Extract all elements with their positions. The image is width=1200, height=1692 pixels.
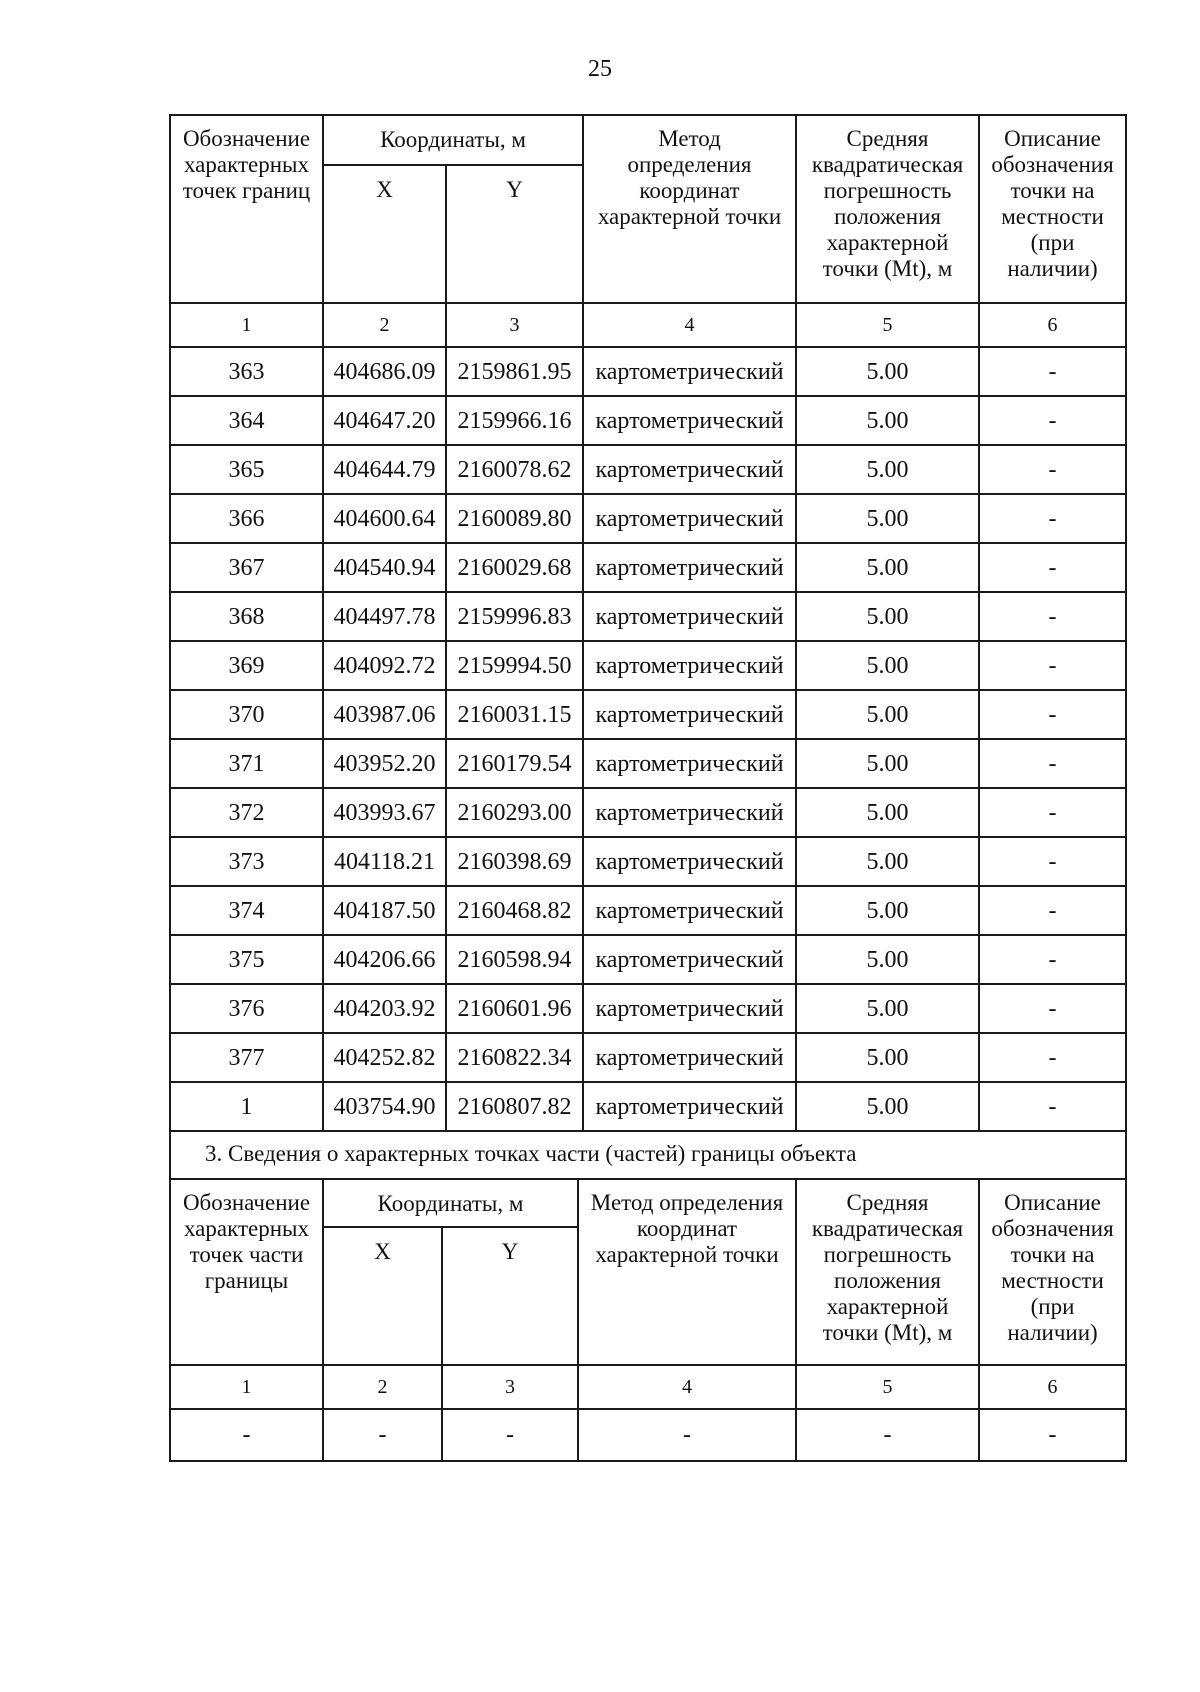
- cell-point: -: [170, 1409, 323, 1461]
- cell-description: -: [979, 592, 1126, 641]
- header-line: погрешность: [823, 178, 952, 203]
- cell-x: 404647.20: [323, 396, 446, 445]
- cell-x: 404187.50: [323, 886, 446, 935]
- header-line: точки на: [1010, 1242, 1095, 1267]
- cell-x: 404644.79: [323, 445, 446, 494]
- cell-y: 2160601.96: [446, 984, 583, 1033]
- column-number: 3: [442, 1365, 578, 1409]
- cell-point: 1: [170, 1082, 323, 1131]
- page-number: 25: [588, 56, 612, 82]
- cell-x: 404118.21: [323, 837, 446, 886]
- cell-method: картометрический: [583, 837, 796, 886]
- boundary-part-points-table: [169, 1130, 1127, 1462]
- cell-error: 5.00: [796, 837, 979, 886]
- header-line: обозначения: [991, 1216, 1114, 1241]
- header-part-point-designation: [170, 1179, 323, 1365]
- cell-description: -: [979, 886, 1126, 935]
- cell-description: -: [979, 494, 1126, 543]
- cell-y: 2160078.62: [446, 445, 583, 494]
- header-x: X: [323, 165, 446, 303]
- cell-method: картометрический: [583, 935, 796, 984]
- table-row: [170, 1082, 1126, 1131]
- cell-method: картометрический: [583, 494, 796, 543]
- cell-y: 2160807.82: [446, 1082, 583, 1131]
- table-row: [170, 445, 1126, 494]
- header-line: Метод определения: [590, 1190, 784, 1215]
- cell-method: картометрический: [583, 739, 796, 788]
- header-line: наличии): [1007, 1320, 1098, 1345]
- header-line: точки (Mt), м: [822, 1320, 953, 1345]
- cell-point: 365: [170, 445, 323, 494]
- header-mean-error: [796, 115, 979, 303]
- cell-y: 2160089.80: [446, 494, 583, 543]
- cell-y: 2159994.50: [446, 641, 583, 690]
- cell-point: 373: [170, 837, 323, 886]
- cell-error: 5.00: [796, 1082, 979, 1131]
- cell-description: -: [979, 984, 1126, 1033]
- cell-x: 403993.67: [323, 788, 446, 837]
- cell-method: -: [578, 1409, 796, 1461]
- cell-x: 404203.92: [323, 984, 446, 1033]
- header-line: местности: [1001, 204, 1104, 229]
- column-number: 2: [323, 303, 446, 347]
- header-method: [583, 115, 796, 303]
- column-number: 5: [796, 1365, 979, 1409]
- cell-y: 2160598.94: [446, 935, 583, 984]
- header-line: характерных: [183, 1216, 309, 1241]
- cell-y: 2160031.15: [446, 690, 583, 739]
- cell-error: 5.00: [796, 886, 979, 935]
- header-line: координат: [636, 1216, 738, 1241]
- cell-error: 5.00: [796, 1033, 979, 1082]
- cell-point: 374: [170, 886, 323, 935]
- cell-point: 377: [170, 1033, 323, 1082]
- cell-error: 5.00: [796, 347, 979, 396]
- header-line: квадратическая: [811, 152, 964, 177]
- column-number: 4: [578, 1365, 796, 1409]
- cell-x: 403987.06: [323, 690, 446, 739]
- cell-method: картометрический: [583, 396, 796, 445]
- column-number-row: [170, 303, 1126, 347]
- header-line: границы: [204, 1268, 289, 1293]
- column-number: 2: [323, 1365, 442, 1409]
- cell-y: -: [442, 1409, 578, 1461]
- header-line: характерной: [826, 1294, 949, 1319]
- header-line: Средняя: [846, 1190, 929, 1215]
- cell-method: картометрический: [583, 347, 796, 396]
- header-coordinates: Координаты, м: [323, 115, 583, 165]
- header-point-designation: [170, 115, 323, 303]
- cell-point: 372: [170, 788, 323, 837]
- column-number: 6: [979, 1365, 1126, 1409]
- header-line: точки на: [1010, 178, 1095, 203]
- cell-point: 363: [170, 347, 323, 396]
- cell-x: 403754.90: [323, 1082, 446, 1131]
- cell-method: картометрический: [583, 1033, 796, 1082]
- column-number: 4: [583, 303, 796, 347]
- cell-error: 5.00: [796, 396, 979, 445]
- header-line: Обозначение: [182, 126, 311, 151]
- cell-y: 2160822.34: [446, 1033, 583, 1082]
- header-part-mean-error: [796, 1179, 979, 1365]
- cell-description: -: [979, 837, 1126, 886]
- cell-method: картометрический: [583, 788, 796, 837]
- cell-y: 2160029.68: [446, 543, 583, 592]
- table-row: [170, 543, 1126, 592]
- cell-description: -: [979, 1082, 1126, 1131]
- cell-error: 5.00: [796, 592, 979, 641]
- header-line: характерной точки: [595, 1242, 779, 1267]
- cell-error: 5.00: [796, 543, 979, 592]
- cell-method: картометрический: [583, 1082, 796, 1131]
- header-part-x: X: [323, 1227, 442, 1365]
- cell-point: 375: [170, 935, 323, 984]
- cell-description: -: [979, 543, 1126, 592]
- cell-error: 5.00: [796, 641, 979, 690]
- cell-y: 2160179.54: [446, 739, 583, 788]
- cell-x: 404600.64: [323, 494, 446, 543]
- cell-point: 369: [170, 641, 323, 690]
- cell-x: 404252.82: [323, 1033, 446, 1082]
- cell-y: 2160293.00: [446, 788, 583, 837]
- table-row: [170, 935, 1126, 984]
- table-row: [170, 886, 1126, 935]
- cell-x: 403952.20: [323, 739, 446, 788]
- column-number: 1: [170, 303, 323, 347]
- header-y: Y: [446, 165, 583, 303]
- cell-error: 5.00: [796, 984, 979, 1033]
- table-row: [170, 690, 1126, 739]
- cell-error: 5.00: [796, 788, 979, 837]
- cell-method: картометрический: [583, 445, 796, 494]
- cell-x: 404206.66: [323, 935, 446, 984]
- header-line: Средняя: [846, 126, 929, 151]
- column-number: 5: [796, 303, 979, 347]
- cell-description: -: [979, 445, 1126, 494]
- cell-y: 2159861.95: [446, 347, 583, 396]
- table-row: [170, 1409, 1126, 1461]
- cell-description: -: [979, 935, 1126, 984]
- cell-error: 5.00: [796, 690, 979, 739]
- header-line: положения: [834, 204, 941, 229]
- cell-description: -: [979, 641, 1126, 690]
- cell-y: 2159996.83: [446, 592, 583, 641]
- cell-x: 404497.78: [323, 592, 446, 641]
- header-line: Описание: [1004, 126, 1101, 151]
- header-line: местности: [1001, 1268, 1104, 1293]
- table-row: [170, 837, 1126, 886]
- cell-x: -: [323, 1409, 442, 1461]
- table-row: [170, 494, 1126, 543]
- cell-description: -: [979, 396, 1126, 445]
- cell-point: 366: [170, 494, 323, 543]
- header-line: наличии): [1007, 256, 1098, 281]
- header-part-method: [578, 1179, 796, 1365]
- boundary-points-table: [169, 114, 1127, 1132]
- cell-y: 2159966.16: [446, 396, 583, 445]
- cell-description: -: [979, 1409, 1126, 1461]
- cell-error: -: [796, 1409, 979, 1461]
- column-number: 3: [446, 303, 583, 347]
- cell-error: 5.00: [796, 935, 979, 984]
- header-line: характерной точки: [597, 204, 782, 229]
- table-row: [170, 739, 1126, 788]
- header-line: Описание: [1004, 1190, 1101, 1215]
- table-row: [170, 641, 1126, 690]
- cell-method: картометрический: [583, 543, 796, 592]
- cell-method: картометрический: [583, 886, 796, 935]
- cell-method: картометрический: [583, 592, 796, 641]
- cell-point: 371: [170, 739, 323, 788]
- header-part-y: Y: [442, 1227, 578, 1365]
- header-line: характерных: [183, 152, 309, 177]
- cell-description: -: [979, 347, 1126, 396]
- table-row: [170, 788, 1126, 837]
- header-description: [979, 115, 1126, 303]
- header-line: точек части: [189, 1242, 304, 1267]
- cell-error: 5.00: [796, 739, 979, 788]
- cell-method: картометрический: [583, 984, 796, 1033]
- header-line: (при: [1030, 230, 1075, 255]
- header-part-coordinates: Координаты, м: [323, 1179, 578, 1227]
- cell-point: 364: [170, 396, 323, 445]
- table-row: [170, 592, 1126, 641]
- header-line: квадратическая: [811, 1216, 964, 1241]
- header-line: погрешность: [823, 1242, 952, 1267]
- header-line: Метод: [658, 126, 721, 151]
- cell-description: -: [979, 1033, 1126, 1082]
- header-line: характерной: [826, 230, 949, 255]
- cell-point: 376: [170, 984, 323, 1033]
- column-number: 1: [170, 1365, 323, 1409]
- header-line: точки (Mt), м: [822, 256, 953, 281]
- header-line: координат: [639, 178, 740, 203]
- table-row: [170, 1033, 1126, 1082]
- cell-point: 367: [170, 543, 323, 592]
- table-row: [170, 984, 1126, 1033]
- cell-description: -: [979, 690, 1126, 739]
- cell-method: картометрический: [583, 641, 796, 690]
- header-line: положения: [834, 1268, 941, 1293]
- cell-x: 404540.94: [323, 543, 446, 592]
- table-row: [170, 347, 1126, 396]
- cell-point: 370: [170, 690, 323, 739]
- cell-x: 404686.09: [323, 347, 446, 396]
- column-number: 6: [979, 303, 1126, 347]
- header-line: Обозначение: [182, 1190, 311, 1215]
- cell-y: 2160468.82: [446, 886, 583, 935]
- cell-description: -: [979, 739, 1126, 788]
- cell-x: 404092.72: [323, 641, 446, 690]
- header-line: точек границ: [182, 178, 311, 203]
- header-part-description: [979, 1179, 1126, 1365]
- cell-method: картометрический: [583, 690, 796, 739]
- cell-point: 368: [170, 592, 323, 641]
- header-line: обозначения: [991, 152, 1114, 177]
- part-column-number-row: [170, 1365, 1126, 1409]
- table-row: [170, 396, 1126, 445]
- header-line: определения: [627, 152, 752, 177]
- section-3-title: 3. Сведения о характерных точках части (частей) границы объекта: [170, 1130, 1126, 1179]
- cell-y: 2160398.69: [446, 837, 583, 886]
- cell-error: 5.00: [796, 494, 979, 543]
- header-line: (при: [1030, 1294, 1075, 1319]
- cell-description: -: [979, 788, 1126, 837]
- cell-error: 5.00: [796, 445, 979, 494]
